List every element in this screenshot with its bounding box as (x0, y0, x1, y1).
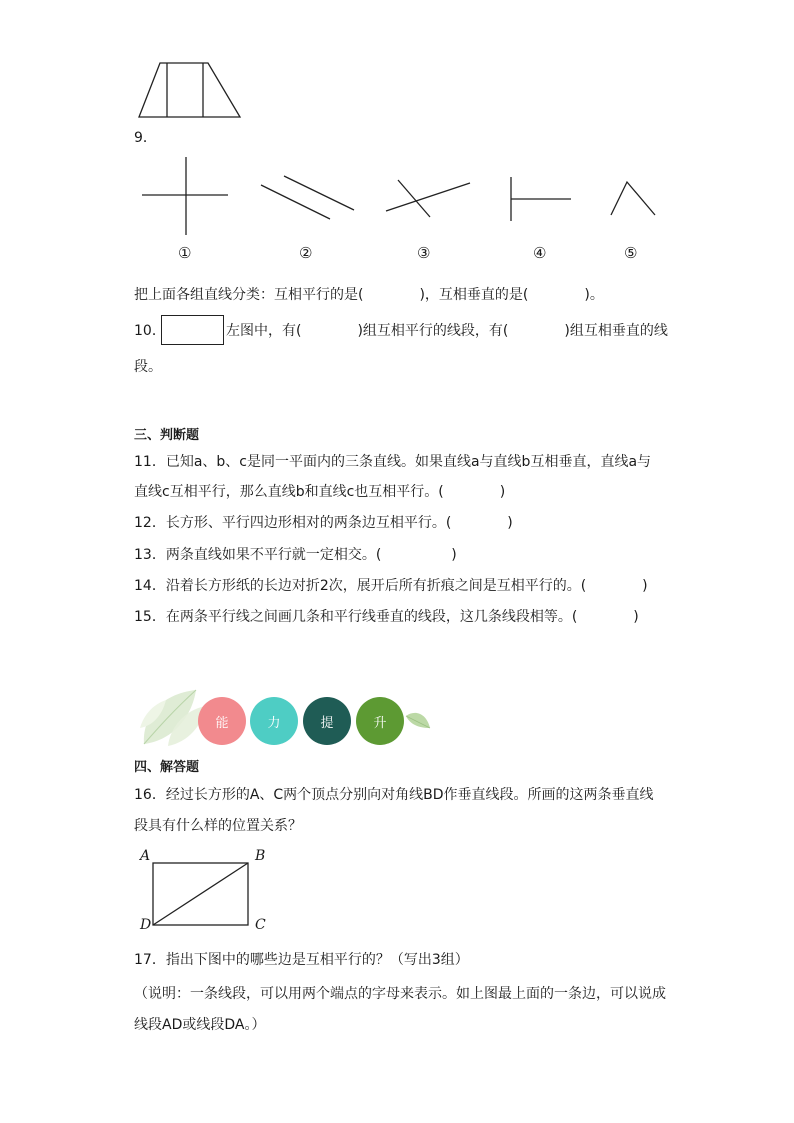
banner-char-1: 能 (215, 715, 229, 731)
rectangle-abcd-figure (152, 862, 250, 926)
banner-circle-2 (250, 697, 298, 745)
q16-line-1: 16．经过长方形的A、C两个顶点分别向对角线BD作垂直线段。所画的这两条垂直线 (134, 787, 654, 803)
section-4-heading: 四、解答题 (134, 760, 200, 775)
banner-char-2: 力 (267, 715, 281, 731)
banner-char-3: 提 (320, 715, 334, 731)
vertex-label-b: B (255, 848, 266, 864)
vertex-label-a: A (140, 848, 151, 864)
vertex-label-d: D (140, 917, 152, 933)
banner-circle-3 (303, 697, 351, 745)
q9-number: 9． (134, 130, 157, 146)
figure-label-1: ① (178, 244, 192, 262)
figure-label-2: ② (299, 244, 313, 262)
q10-text-cont: 段。 (134, 359, 162, 375)
banner-char-4: 升 (373, 715, 387, 731)
q14: 14．沿着长方形纸的长边对折2次，展开后所有折痕之间是互相平行的。( ) (134, 578, 648, 594)
q15: 15．在两条平行线之间画几条和平行线垂直的线段，这几条线段相等。( ) (134, 609, 639, 625)
figure-2-parallel-lines (258, 173, 358, 223)
section-3-heading: 三、判断题 (134, 428, 200, 443)
vertex-label-c: C (255, 917, 266, 933)
figure-label-4: ④ (533, 244, 547, 262)
figure-label-3: ③ (417, 244, 431, 262)
q10-number: 10． (134, 323, 166, 339)
trapezoid-figure (136, 60, 244, 120)
q17-line-1: 17．指出下图中的哪些边是互相平行的？（写出3组） (134, 952, 469, 968)
q11-line-1: 11．已知a、b、c是同一平面内的三条直线。如果直线a与直线b互相垂直，直线a与 (134, 454, 652, 470)
figure-4-perpendicular-corner (508, 175, 574, 223)
q10-rectangle-figure (161, 315, 224, 345)
figure-3-intersecting-lines (384, 178, 474, 220)
q16-line-2: 段具有什么样的位置关系？ (134, 818, 302, 834)
q13: 13．两条直线如果不平行就一定相交。( ) (134, 547, 457, 563)
q9-prompt: 把上面各组直线分类：互相平行的是( )，互相垂直的是( )。 (134, 287, 604, 303)
leaf-decoration-right (404, 708, 432, 732)
figure-1-perpendicular-lines (140, 155, 232, 237)
banner-circle-1 (198, 697, 246, 745)
q17-line-2: （说明：一条线段，可以用两个端点的字母来表示。如上图最上面的一条边，可以说成 (134, 986, 666, 1002)
q11-line-2: 直线c互相平行，那么直线b和直线c也互相平行。( ) (134, 484, 506, 500)
q12: 12．长方形、平行四边形相对的两条边互相平行。( ) (134, 515, 513, 531)
q17-line-3: 线段AD或线段DA。） (134, 1017, 266, 1033)
q10-text: 左图中，有( )组互相平行的线段，有( )组互相垂直的线 (226, 323, 668, 339)
banner-circle-4 (356, 697, 404, 745)
figure-label-5: ⑤ (624, 244, 638, 262)
figure-5-angle (608, 178, 658, 218)
